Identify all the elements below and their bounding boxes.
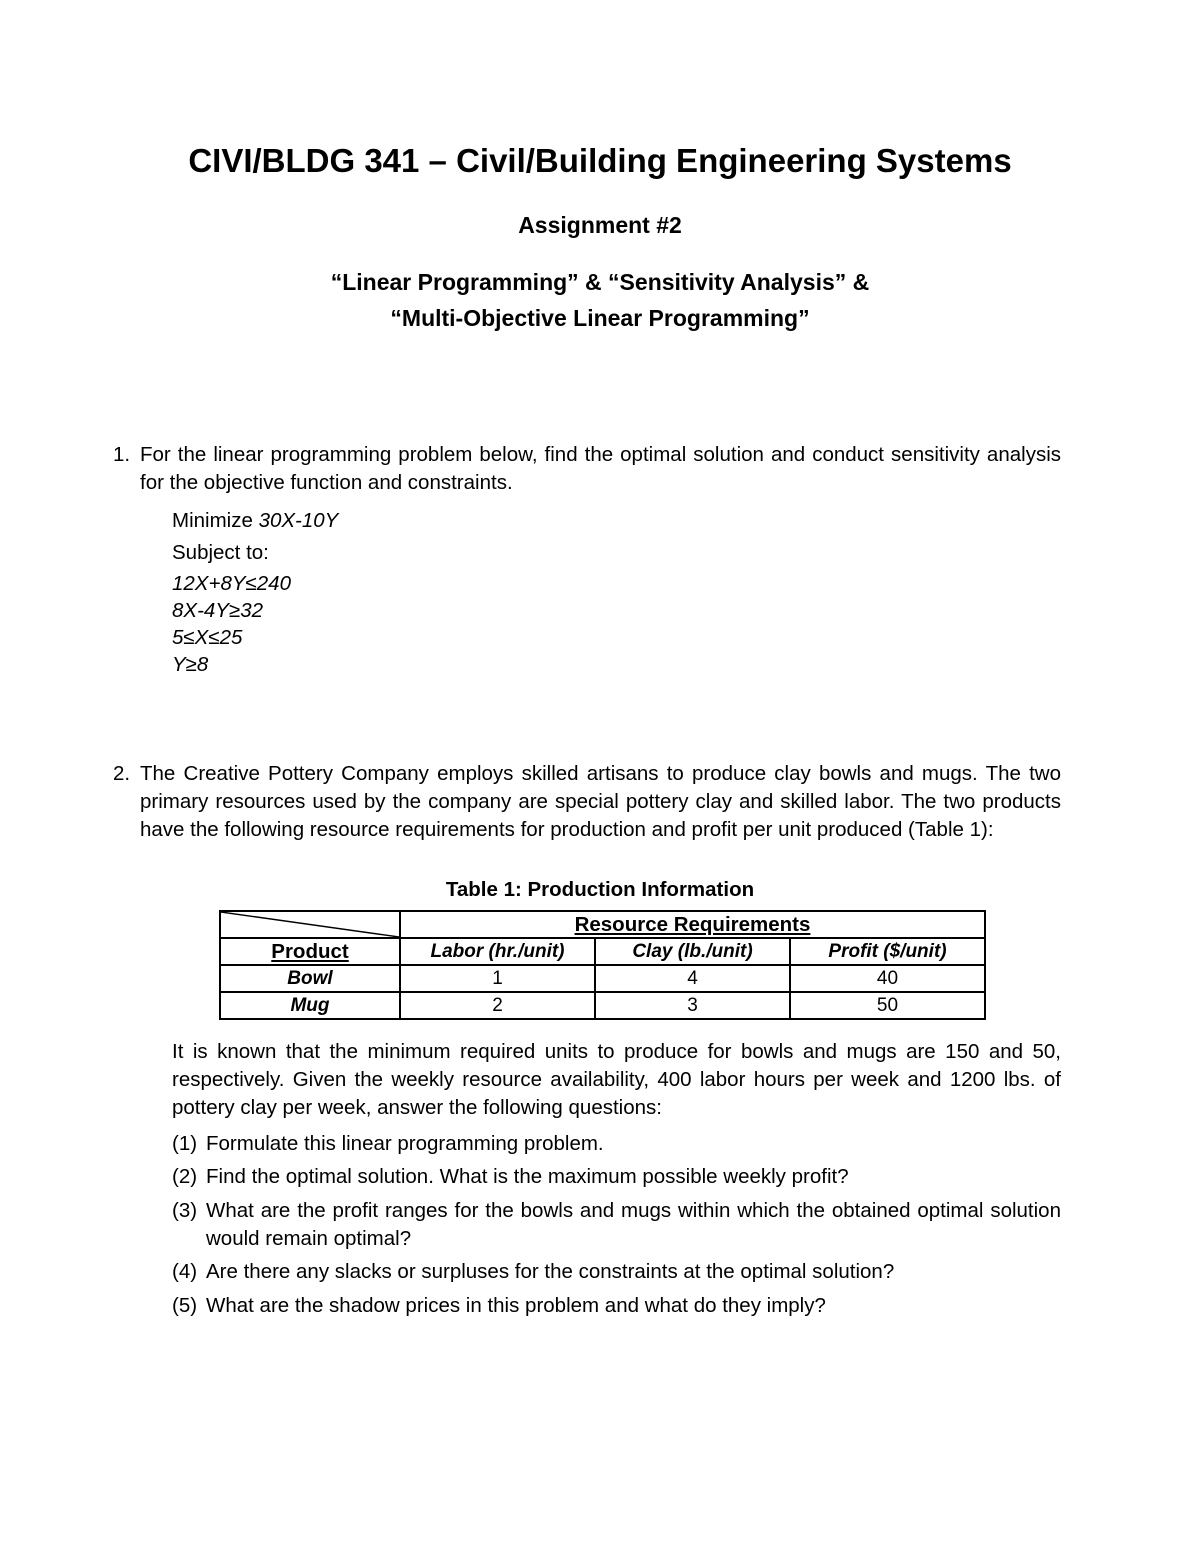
resource-requirements-header: Resource Requirements — [400, 911, 985, 938]
subquestion-text: Are there any slacks or surpluses for the constraints at the optimal solution? — [206, 1260, 895, 1283]
mug-profit: 50 — [790, 992, 985, 1019]
profit-header: Profit ($/unit) — [790, 938, 985, 965]
subquestion-text: What are the profit ranges for the bowls and mugs within which the obtained optimal solution would remain optimal? — [206, 1199, 1061, 1250]
table-row — [220, 965, 985, 992]
question-2 — [113, 760, 1061, 844]
product-header: Product — [220, 938, 400, 965]
subquestion-number: (5) — [172, 1294, 198, 1317]
bowl-labor: 1 — [400, 965, 595, 992]
subquestion-text: What are the shadow prices in this problem and what do they imply? — [206, 1294, 826, 1317]
subquestion-text: Find the optimal solution. What is the maximum possible weekly profit? — [206, 1165, 849, 1188]
mug-labor: 2 — [400, 992, 595, 1019]
topic-line-2: “Multi-Objective Linear Programming” — [390, 305, 810, 331]
objective-function — [172, 509, 338, 533]
subquestion-number: (2) — [172, 1165, 198, 1188]
question-1-text: For the linear programming problem below, find the optimal solution and conduct sensitivity analysis for the objective function and constraints. — [140, 443, 1061, 494]
table-caption: Table 1: Production Information — [445, 878, 755, 901]
subquestion-3 — [172, 1197, 1061, 1253]
table-row — [220, 992, 985, 1019]
subject-to-label: Subject to: — [172, 541, 269, 564]
topic-line-1: “Linear Programming” & “Sensitivity Analysis” & — [330, 269, 870, 295]
objective-label: Minimize — [172, 509, 259, 532]
constraint-2: 8X-4Y≥32 — [172, 599, 264, 622]
diagonal-line — [221, 912, 399, 937]
subquestion-2 — [172, 1163, 1061, 1191]
labor-header: Labor (hr./unit) — [400, 938, 595, 965]
table-header-row-2 — [220, 938, 985, 965]
mug-clay: 3 — [595, 992, 790, 1019]
row-label-bowl: Bowl — [220, 965, 400, 992]
row-label-mug: Mug — [220, 992, 400, 1019]
table-header-row-1 — [220, 911, 985, 938]
question-2-followup: It is known that the minimum required units to produce for bowls and mugs are 150 and 50, respectively. Given the weekly resource availability, 400 labor hours per week and 1200 lbs. of pottery clay per week, answer the following questions: — [172, 1040, 1061, 1119]
constraint-3: 5≤X≤25 — [172, 626, 243, 649]
subquestion-text: Formulate this linear programming problem. — [206, 1132, 604, 1155]
production-table — [219, 910, 986, 1020]
clay-header: Clay (lb./unit) — [595, 938, 790, 965]
subquestion-5 — [172, 1292, 1061, 1320]
question-2-number: 2. — [113, 762, 131, 785]
assignment-number: Assignment #2 — [518, 212, 682, 238]
subquestion-1 — [172, 1130, 1061, 1158]
subquestion-number: (4) — [172, 1260, 198, 1283]
question-1 — [113, 441, 1061, 497]
document-title: CIVI/BLDG 341 – Civil/Building Engineering Systems — [188, 142, 1012, 179]
constraint-1: 12X+8Y≤240 — [172, 572, 291, 595]
question-1-number: 1. — [113, 443, 131, 466]
question-2-text: The Creative Pottery Company employs skilled artisans to produce clay bowls and mugs. The two primary resources used by the company are special pottery clay and skilled labor. The two products have the following resource requirements for production and profit per unit produced (Table 1): — [140, 762, 1061, 841]
bowl-clay: 4 — [595, 965, 790, 992]
subquestion-number: (1) — [172, 1132, 198, 1155]
diagonal-corner-cell — [220, 911, 400, 938]
constraint-4: Y≥8 — [172, 653, 209, 676]
bowl-profit: 40 — [790, 965, 985, 992]
subquestion-number: (3) — [172, 1199, 198, 1222]
subquestion-4 — [172, 1258, 1061, 1286]
objective-expression: 30X-10Y — [258, 509, 339, 532]
